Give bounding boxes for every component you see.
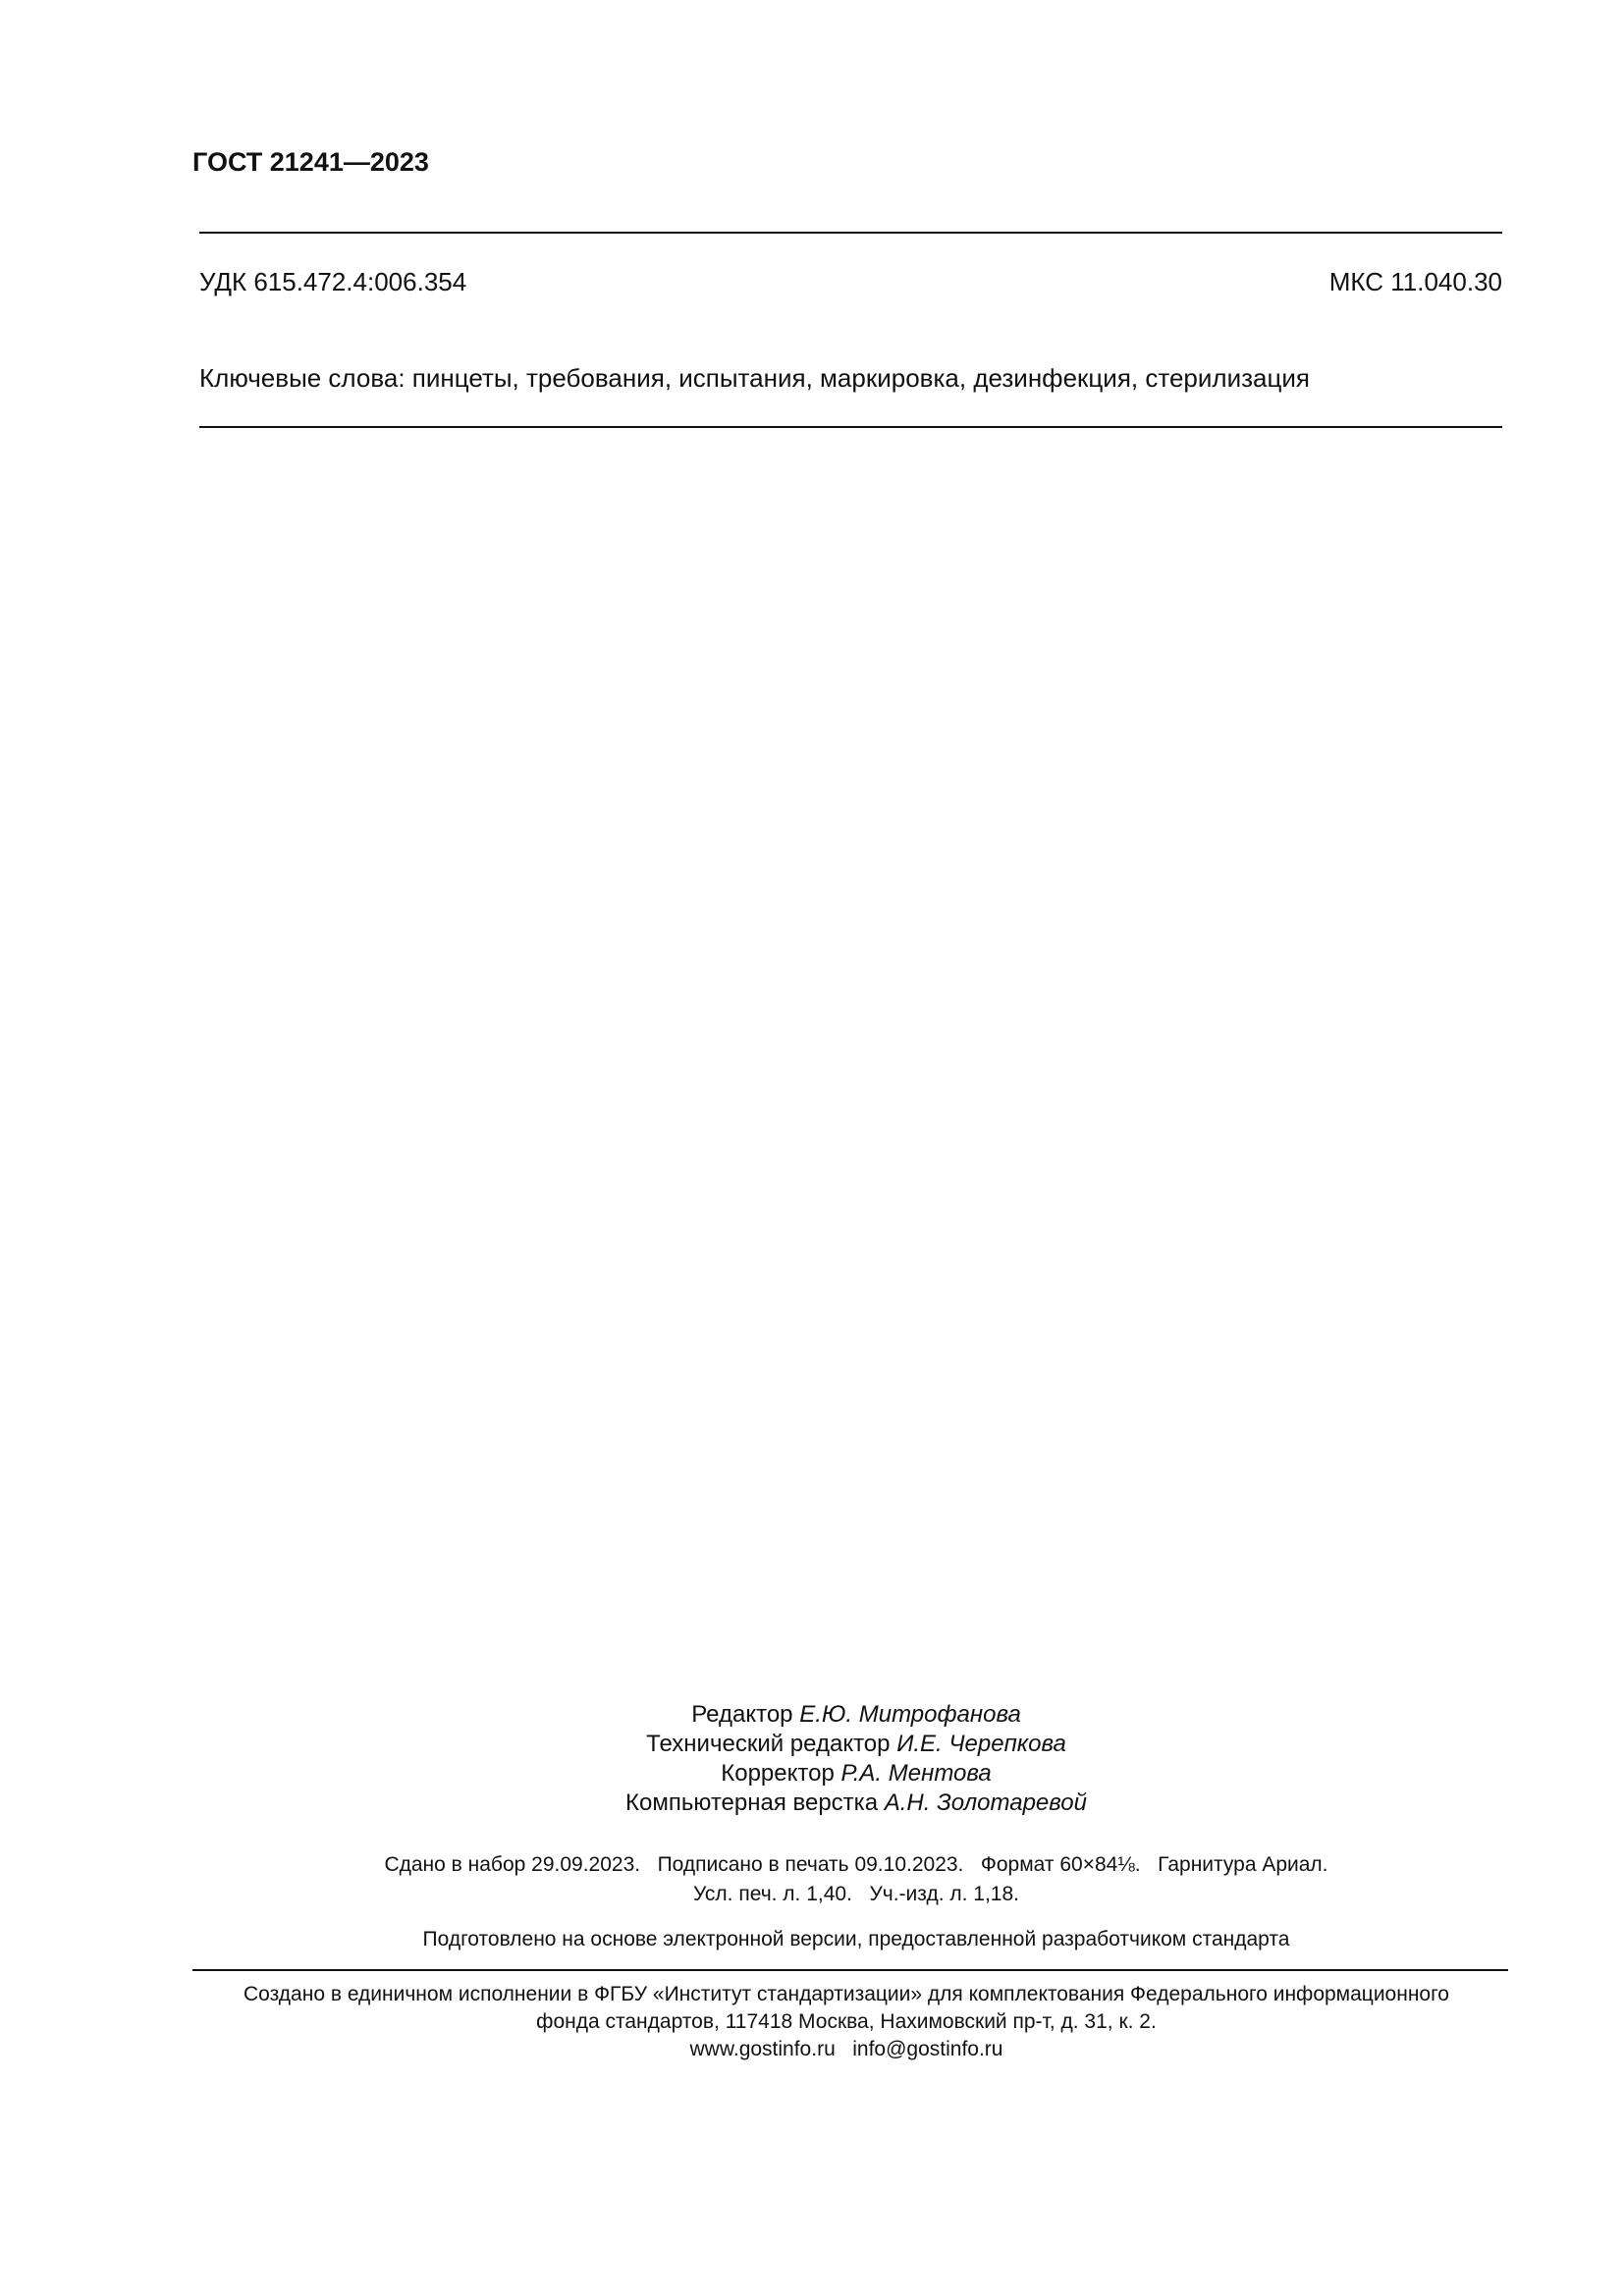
footer-line-contacts: www.gostinfo.ru info@gostinfo.ru [689, 2038, 1003, 2060]
credit-role: Компьютерная верстка [625, 1789, 879, 1816]
credit-role: Корректор [721, 1760, 835, 1787]
imprint-line-sheets: Усл. печ. л. 1,40. Уч.-изд. л. 1,18. [692, 1883, 1019, 1905]
publisher-footer [0, 1981, 1624, 2063]
footer-divider [192, 1969, 1508, 1971]
footer-line-publisher: Создано в единичном исполнении в ФГБУ «Институт стандартизации» для комплектования Федерального информационного [244, 1983, 1449, 2005]
credit-role: Редактор [691, 1701, 793, 1728]
credit-technical-editor [88, 1730, 1624, 1759]
credit-role: Технический редактор [646, 1731, 891, 1757]
credit-person: А.Н. Золотаревой [884, 1789, 1087, 1816]
credit-person: Е.Ю. Митрофанова [799, 1701, 1021, 1728]
mks-code: МКС 11.040.30 [1328, 267, 1502, 296]
imprint-line-dates: Сдано в набор 29.09.2023. Подписано в печать 09.10.2023. Формат 60×84⅛. Гарнитура Ариал. [384, 1853, 1328, 1876]
footer-line-address: фонда стандартов, 117418 Москва, Нахимовский пр-т, д. 31, к. 2. [536, 2010, 1157, 2033]
credit-person: И.Е. Черепкова [896, 1731, 1066, 1757]
keywords-divider [199, 426, 1502, 428]
document-code: ГОСТ 21241—2023 [192, 147, 429, 177]
credits-block [0, 1700, 1624, 1818]
credit-editor [88, 1700, 1624, 1730]
top-divider [199, 232, 1502, 234]
prepared-note: Подготовлено на основе электронной версии, предоставленной разработчиком стандарта [422, 1928, 1290, 1950]
credit-person: Р.А. Ментова [840, 1760, 992, 1787]
credit-layout [88, 1789, 1624, 1818]
udk-code: УДК 615.472.4:006.354 [199, 267, 467, 296]
credit-proofreader [88, 1759, 1624, 1789]
imprint-block [0, 1850, 1624, 1909]
keywords-line: Ключевые слова: пинцеты, требования, испытания, маркировка, дезинфекция, стерилизация [199, 363, 1310, 393]
